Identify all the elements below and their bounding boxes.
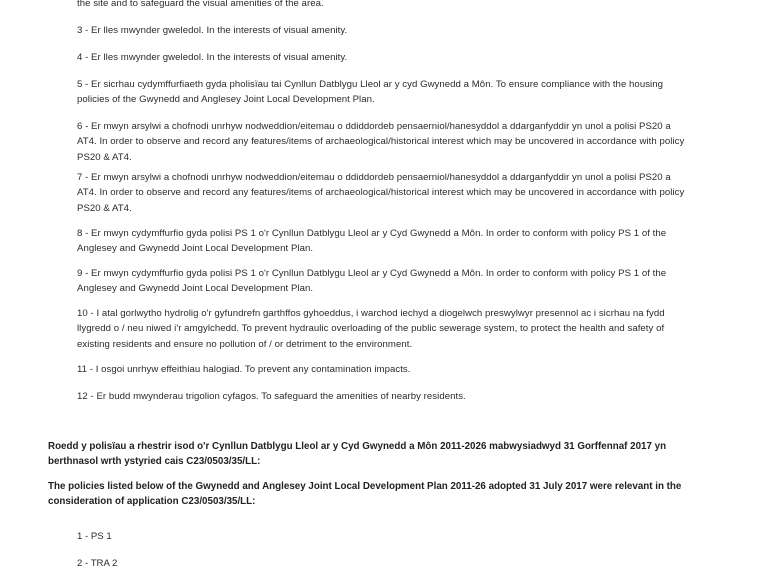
reason-5: 5 - Er sicrhau cydymffurfiaeth gyda pholisïau tai Cynllun Datblygu Lleol ar y cyd Gwynedd a Môn. To ensure compliance with the housing policies of the Gwynedd and Anglesey Joint Local Development Plan. xyxy=(77,79,664,106)
reason-12: 12 - Er budd mwynderau trigolion cyfagos. To safeguard the amenities of nearby residents. xyxy=(77,391,466,402)
reason-9: 9 - Er mwyn cydymffurfio gyda polisi PS 1 o'r Cynllun Datblygu Lleol ar y Cyd Gwynedd a Môn. In order to conform with policy PS 1 of the Anglesey and Gwynedd Joint Local Development Plan. xyxy=(77,268,667,295)
reason-11: 11 - I osgoi unrhyw effeithiau halogiad. To prevent any contamination impacts. xyxy=(77,364,411,375)
reason-10: 10 - I atal gorlwytho hydrolig o'r gyfundrefn garthffos gyhoeddus, i warchod iechyd a diogelwch preswylwyr presennol ac i sicrhau na fydd llygredd o / neu niwed i'r amgylchedd. To prevent hydraulic overloading of the public sewerage system, to protect the health and safety of existing residents and ensure no pollution of / or detriment to the environment. xyxy=(77,308,665,350)
policy-item-1: 1 - PS 1 xyxy=(77,531,112,542)
policies-heading-english: The policies listed below of the Gwynedd and Anglesey Joint Local Development Plan 2011-26 adopted 31 July 2017 were relevant in the consideration of application C23/0503/35/LL: xyxy=(48,481,682,508)
reason-6: 6 - Er mwyn arsylwi a chofnodi unrhyw nodweddion/eitemau o ddiddordeb pensaerniol/hanesyddol a ddarganfyddir yn unol a polisi PS20 a AT4. In order to observe and record any features/items of archaeological/historical interest which may be uncovered in accordance with policy PS20 & AT4. xyxy=(77,121,685,163)
policies-heading-welsh: Roedd y polisïau a rhestrir isod o'r Cynllun Datblygu Lleol ar y Cyd Gwynedd a Môn 2011-2026 mabwysiadwyd 31 Gorffennaf 2017 yn berthnasol wrth ystyried cais C23/0503/35/LL: xyxy=(48,441,667,468)
reason-3: 3 - Er lles mwynder gweledol. In the interests of visual amenity. xyxy=(77,25,348,36)
reason-8: 8 - Er mwyn cydymffurfio gyda polisi PS 1 o'r Cynllun Datblygu Lleol ar y Cyd Gwynedd a Môn. In order to conform with policy PS 1 of the Anglesey and Gwynedd Joint Local Development Plan. xyxy=(77,228,667,255)
reason-4: 4 - Er lles mwynder gweledol. In the interests of visual amenity. xyxy=(77,52,348,63)
policy-item-2: 2 - TRA 2 xyxy=(77,558,118,569)
reason-7: 7 - Er mwyn arsylwi a chofnodi unrhyw nodweddion/eitemau o ddiddordeb pensaerniol/hanesyddol a ddarganfyddir yn unol a polisi PS20 a AT4. In order to observe and record any features/items of archaeological/historical interest which may be uncovered in accordance with policy PS20 & AT4. xyxy=(77,172,685,214)
reason-2-continuation: the site and to safeguard the visual amenities of the area. xyxy=(77,0,324,9)
